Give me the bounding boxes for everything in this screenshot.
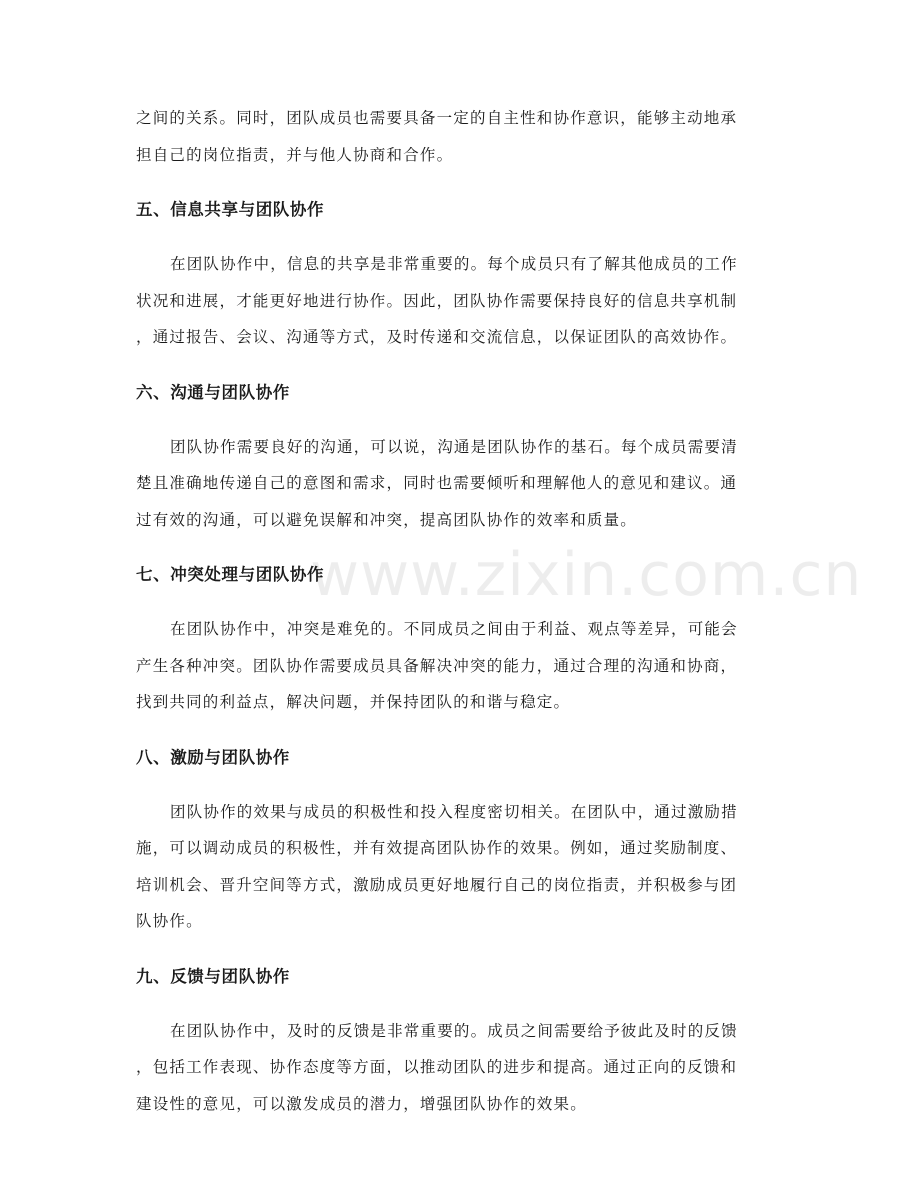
section-heading-7: 七、冲突处理与团队协作 — [136, 565, 325, 584]
paragraph-line: 状况和进展，才能更好地进行协作。因此，团队协作需要保持良好的信息共享机制 — [136, 291, 738, 310]
paragraph-section-6 — [136, 429, 786, 539]
document-body — [136, 100, 786, 1141]
paragraph-section-8 — [136, 794, 786, 940]
paragraph-line: 施，可以调动成员的积极性，并有效提高团队协作的效果。例如，通过奖励制度、 — [136, 839, 738, 857]
paragraph-line: 楚且准确地传递自己的意图和需求，同时也需要倾听和理解他人的意见和建议。通 — [136, 474, 738, 492]
section-heading-5: 五、信息共享与团队协作 — [136, 200, 325, 219]
paragraph-line: 团队协作需要良好的沟通，可以说，沟通是团队协作的基石。每个成员需要清 — [170, 437, 738, 456]
paragraph-line: 在团队协作中，及时的反馈是非常重要的。成员之间需要给予彼此及时的反馈 — [170, 1021, 738, 1040]
paragraph-line: 培训机会、晋升空间等方式，激励成员更好地履行自己的岗位指责，并积极参与团 — [136, 875, 738, 894]
paragraph-line: 之间的关系。同时，团队成员也需要具备一定的自主性和协作意识，能够主动地承 — [136, 109, 738, 127]
section-heading-6: 六、沟通与团队协作 — [136, 382, 290, 402]
paragraph-line: ，包括工作表现、协作态度等方面，以推动团队的进步和提高。通过正向的反馈和 — [136, 1058, 738, 1076]
paragraph-section-5 — [136, 246, 786, 356]
paragraph-line: 建设性的意见，可以激发成员的潜力，增强团队协作的效果。 — [136, 1094, 587, 1113]
paragraph-line: 过有效的沟通，可以避免误解和冲突，提高团队协作的效率和质量。 — [136, 510, 638, 529]
section-heading-9: 九、反馈与团队协作 — [136, 966, 290, 986]
paragraph-line: 在团队协作中，冲突是难免的。不同成员之间由于利益、观点等差异，可能会 — [170, 620, 738, 638]
paragraph-line: 队协作。 — [136, 912, 203, 930]
paragraph-line: 找到共同的利益点，解决问题，并保持团队的和谐与稳定。 — [136, 693, 571, 711]
watermark: www.zixin.com.cn — [310, 540, 863, 610]
paragraph-intro — [136, 100, 786, 173]
section-heading-8: 八、激励与团队协作 — [136, 747, 290, 767]
paragraph-line: 在团队协作中，信息的共享是非常重要的。每个成员只有了解其他成员的工作 — [170, 255, 738, 273]
paragraph-line: 担自己的岗位指责，并与他人协商和合作。 — [136, 145, 454, 164]
paragraph-section-7 — [136, 611, 786, 721]
paragraph-line: ，通过报告、会议、沟通等方式，及时传递和交流信息，以保证团队的高效协作。 — [136, 328, 738, 346]
paragraph-line: 团队协作的效果与成员的积极性和投入程度密切相关。在团队中，通过激励措 — [170, 802, 738, 821]
paragraph-line: 产生各种冲突。团队协作需要成员具备解决冲突的能力，通过合理的沟通和协商， — [136, 656, 738, 675]
paragraph-section-9 — [136, 1013, 786, 1123]
